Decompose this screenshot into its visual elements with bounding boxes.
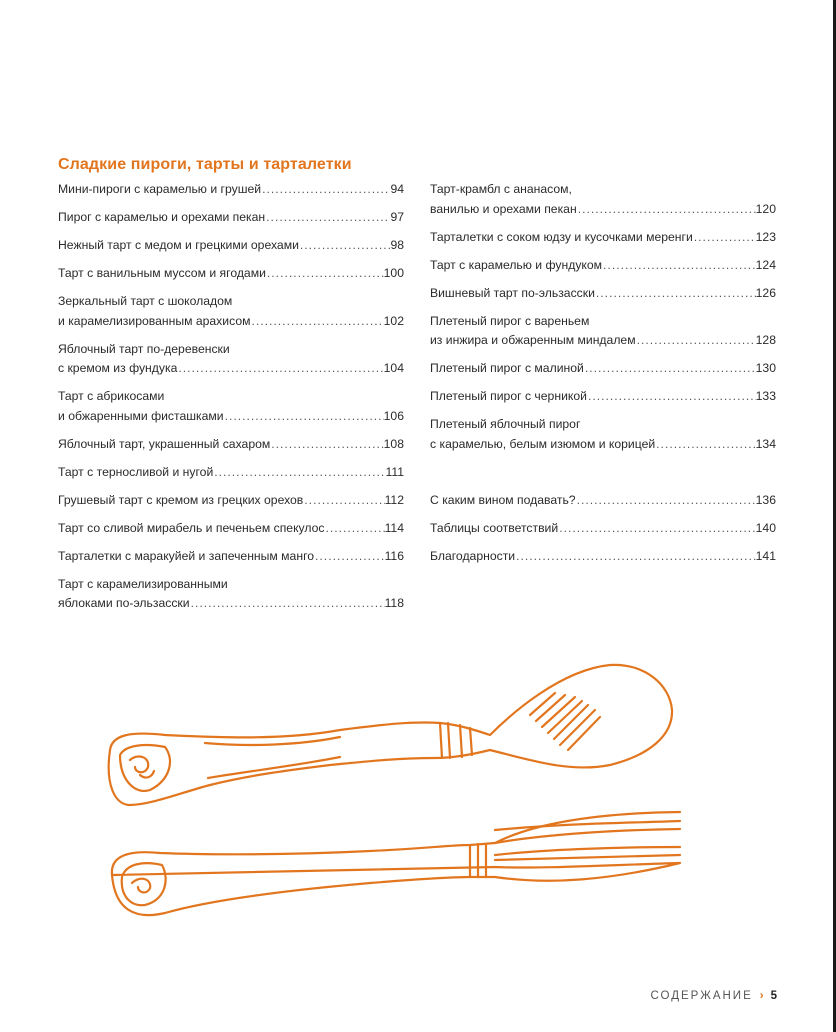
dot-leader: [693, 228, 756, 248]
toc-entry-page: 104: [383, 361, 404, 375]
toc-entry-page: 94: [390, 182, 404, 196]
toc-entry-page: 128: [755, 333, 776, 347]
toc-entry-page: 111: [385, 464, 404, 479]
dot-leader: [558, 519, 755, 539]
toc-entry-title: Вишневый тарт по-эльзасски: [430, 285, 595, 300]
toc-entry-title: Яблочный тарт, украшенный сахаром: [58, 436, 271, 451]
toc-entry-page: 140: [755, 520, 776, 535]
spoon-and-fork-illustration: [90, 655, 690, 935]
toc-entry-title: Тарт с карамелью и фундуком: [430, 257, 603, 272]
dot-leader: [602, 256, 756, 276]
toc-entry-page: 118: [384, 596, 404, 610]
toc-entry-title: Тарталетки с соком юдзу и кусочками меренги: [430, 229, 693, 244]
toc-entry-title-line1: Плетеный яблочный пирог: [430, 417, 581, 431]
toc-entry[interactable]: [58, 180, 404, 200]
toc-entry-title: Мини-пироги с карамелью и грушей: [58, 182, 262, 196]
toc-entry-title: Таблицы соответствий: [430, 520, 559, 535]
toc-entry[interactable]: [430, 359, 776, 379]
toc-entry-page: 114: [384, 520, 404, 535]
toc-entry-page: 134: [755, 436, 776, 451]
toc-entry-title: яблоками по-эльзасски: [58, 596, 190, 610]
dot-leader: [587, 387, 756, 407]
spoon-icon: [109, 665, 672, 805]
toc-entry-title-line1: Зеркальный тарт с шоколадом: [58, 294, 233, 308]
toc-entry[interactable]: [58, 575, 404, 614]
toc-entry[interactable]: [430, 256, 776, 276]
dot-leader: [584, 359, 756, 379]
toc-entry-title: Плетеный пирог с малиной: [430, 361, 584, 375]
toc-entry-title-line1: Тарт-крамбл с ананасом,: [430, 182, 572, 196]
toc-entry-page: 130: [755, 361, 776, 375]
dot-leader: [265, 208, 390, 228]
toc-entry-page: 98: [390, 238, 404, 252]
chevron-right-icon: ›: [759, 990, 764, 1002]
toc-entry[interactable]: [58, 264, 404, 284]
toc-entry[interactable]: [430, 491, 776, 511]
toc-entry-title: ванилью и орехами пекан: [430, 201, 577, 216]
toc-entry-page: 108: [383, 436, 404, 451]
toc-entry[interactable]: [430, 547, 776, 567]
dot-leader: [299, 236, 391, 256]
dot-leader: [577, 200, 756, 220]
footer-label: СОДЕРЖАНИЕ: [650, 990, 753, 1002]
toc-entry-title: и карамелизированным арахисом: [58, 313, 251, 328]
toc-entry[interactable]: [430, 415, 776, 454]
toc-entry-title: Тарт с ванильным муссом и ягодами: [58, 266, 266, 280]
toc-entry-page: 136: [755, 492, 776, 507]
toc-entry-title: с кремом из фундука: [58, 361, 178, 375]
toc-right-column: [430, 180, 776, 575]
dot-leader: [636, 331, 756, 351]
toc-entry-title: С каким вином подавать?: [430, 492, 576, 507]
toc-entry-title: Плетеный пирог с черникой: [430, 389, 587, 403]
page-number: 5: [770, 990, 777, 1002]
toc-entry-title: и обжаренными фисташками: [58, 408, 224, 423]
toc-entry-page: 141: [755, 548, 776, 563]
toc-entry[interactable]: [430, 228, 776, 248]
dot-leader: [324, 519, 384, 539]
toc-entry-title-line1: Плетеный пирог с вареньем: [430, 313, 590, 328]
toc-entry[interactable]: [58, 463, 404, 483]
toc-entry-title: Благодарности: [430, 548, 516, 563]
dot-leader: [261, 180, 390, 200]
toc-entry-page: 124: [755, 257, 776, 272]
toc-entry[interactable]: [58, 292, 404, 331]
dot-leader: [515, 547, 756, 567]
toc-left-column: [58, 180, 404, 622]
toc-entry[interactable]: [58, 519, 404, 539]
toc-entry-title-line1: Тарт с карамелизированными: [58, 576, 228, 591]
toc-entry[interactable]: [58, 387, 404, 426]
toc-entry-title-line1: Яблочный тарт по-деревенски: [58, 341, 230, 356]
toc-entry-title: Пирог с карамелью и орехами пекан: [58, 210, 266, 224]
toc-entry[interactable]: [430, 519, 776, 539]
dot-leader: [576, 491, 756, 511]
dot-leader: [250, 312, 383, 332]
toc-entry-page: 120: [755, 201, 776, 216]
dot-leader: [595, 284, 756, 304]
spacer: [430, 463, 776, 491]
dot-leader: [314, 547, 385, 567]
toc-entry-page: 123: [755, 229, 776, 244]
dot-leader: [213, 463, 385, 483]
toc-entry[interactable]: [58, 435, 404, 455]
toc-entry[interactable]: [430, 284, 776, 304]
dot-leader: [177, 359, 383, 379]
toc-entry-page: 102: [383, 313, 404, 328]
toc-entry-page: 116: [384, 548, 404, 563]
toc-entry[interactable]: [58, 208, 404, 228]
toc-entry[interactable]: [430, 387, 776, 407]
toc-entry-title: из инжира и обжаренным миндалем: [430, 333, 636, 347]
toc-entry-title-line1: Тарт с абрикосами: [58, 389, 165, 403]
page-footer: [650, 990, 777, 1002]
toc-entry-title: Тарт с терносливой и нугой: [58, 464, 214, 479]
toc-entry[interactable]: [58, 547, 404, 567]
toc-entry[interactable]: [58, 491, 404, 511]
toc-entry[interactable]: [58, 236, 404, 256]
section-title: Сладкие пироги, тарты и тарталетки: [58, 156, 352, 173]
toc-entry-page: 133: [755, 389, 776, 403]
toc-entry-title: Нежный тарт с медом и грецкими орехами: [58, 238, 299, 252]
toc-entry-page: 112: [384, 492, 404, 507]
toc-entry[interactable]: [430, 180, 776, 219]
dot-leader: [190, 594, 385, 614]
toc-entry[interactable]: [430, 312, 776, 351]
dot-leader: [655, 435, 755, 455]
dot-leader: [303, 491, 384, 511]
toc-entry-title: с карамелью, белым изюмом и корицей: [430, 436, 656, 451]
dot-leader: [266, 264, 384, 284]
toc-entry-page: 106: [383, 408, 404, 423]
dot-leader: [224, 407, 384, 427]
toc-entry-page: 97: [390, 210, 404, 224]
toc-entry-page: 100: [383, 266, 404, 280]
toc-entry-page: 126: [755, 285, 776, 300]
toc-entry-title: Тарталетки с маракуйей и запеченным манго: [58, 548, 315, 563]
toc-entry-title: Тарт со сливой мирабель и печеньем спекулос: [58, 520, 325, 535]
fork-icon: [112, 812, 680, 915]
toc-entry[interactable]: [58, 340, 404, 379]
toc-entry-title: Грушевый тарт с кремом из грецких орехов: [58, 492, 304, 507]
dot-leader: [270, 435, 383, 455]
